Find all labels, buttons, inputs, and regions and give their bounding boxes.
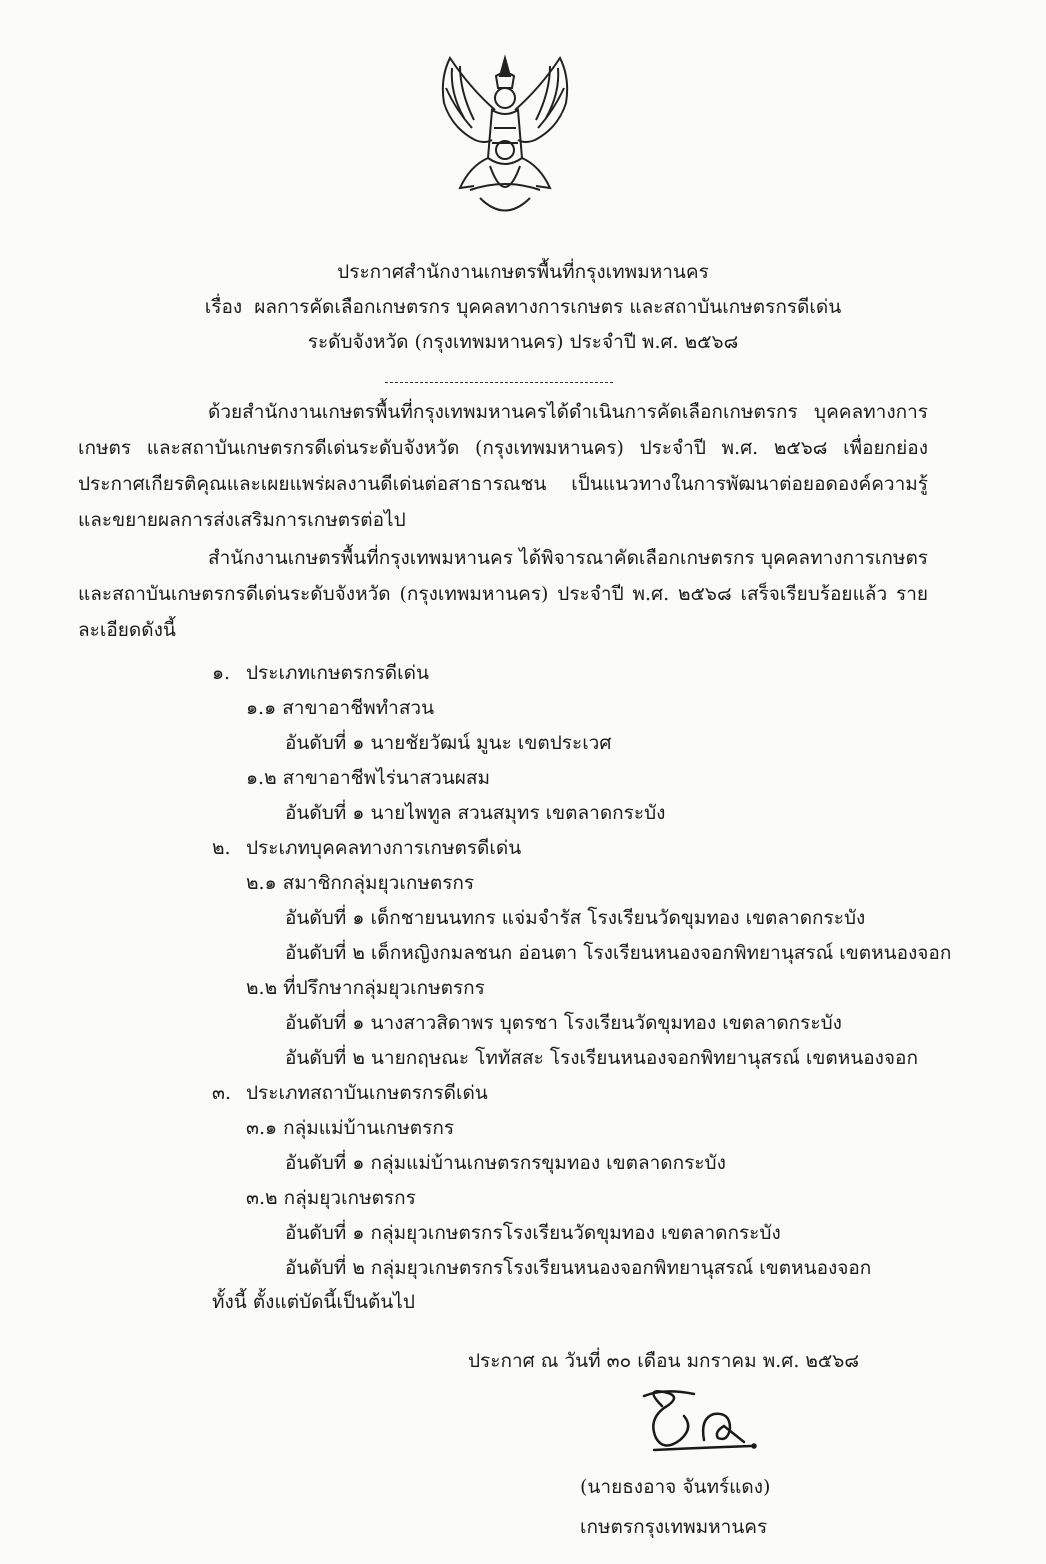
subcategory-1-2: ๑.๒ สาขาอาชีพไร่นาสวนผสม [246,767,491,789]
signer-position: เกษตรกรุงเทพมหานคร [580,1516,768,1538]
category-2: ๒. ประเภทบุคคลทางการเกษตรดีเด่น [212,837,522,859]
rank-item: อันดับที่ ๒ นายกฤษณะ โททัสสะ โรงเรียนหนองจอกพิทยานุสรณ์ เขตหนองจอก [285,1047,918,1069]
announcement-header [0,255,1046,360]
subcategory-2-2: ๒.๒ ที่ปรึกษากลุ่มยุวเกษตรกร [246,977,485,999]
rank-item: อันดับที่ ๑ นางสาวสิดาพร บุตรชา โรงเรียนวัดขุมทอง เขตลาดกระบัง [285,1012,842,1034]
subcategory-1-1: ๑.๑ สาขาอาชีพทำสวน [246,697,435,719]
header-divider [385,382,613,383]
rank-item: อันดับที่ ๑ กลุ่มยุวเกษตรกรโรงเรียนวัดขุมทอง เขตลาดกระบัง [285,1222,781,1244]
paragraph-1: ด้วยสำนักงานเกษตรพื้นที่กรุงเทพมหานครได้ดำเนินการคัดเลือกเกษตรกร บุคคลทางการเกษตร และสถาบันเกษตรกรดีเด่นระดับจังหวัด (กรุงเทพมหานคร) ประจำปี พ.ศ. ๒๕๖๘ เพื่อยกย่องประกาศเกียรติคุณและเผยแพร่ผลงานดีเด่นต่อสาธารณชน เป็นแนวทางในการพัฒนาต่อยอดองค์ความรู้และขยายผลการส่งเสริมการเกษตรต่อไป [78,401,928,531]
closing-statement: ทั้งนี้ ตั้งแต่บัดนี้เป็นต้นไป [212,1291,415,1313]
subject-text: ผลการคัดเลือกเกษตรกร บุคคลทางการเกษตร และสถาบันเกษตรกรดีเด่น [254,296,842,318]
rank-item: อันดับที่ ๑ นายไพทูล สวนสมุทร เขตลาดกระบัง [285,802,666,824]
subject-line [0,290,1046,325]
rank-item: อันดับที่ ๑ นายชัยวัฒน์ มูนะ เขตประเวศ [285,732,612,754]
rank-item: อันดับที่ ๒ เด็กหญิงกมลชนก อ่อนตา โรงเรียนหนองจอกพิทยานุสรณ์ เขตหนองจอก [285,942,952,964]
announcement-date: ประกาศ ณ วันที่ ๓๐ เดือน มกราคม พ.ศ. ๒๕๖๘ [468,1350,860,1372]
subcategory-3-2: ๓.๒ กลุ่มยุวเกษตรกร [246,1187,416,1209]
category-3: ๓. ประเภทสถาบันเกษตรกรดีเด่น [212,1082,488,1104]
announcement-title: ประกาศสำนักงานเกษตรพื้นที่กรุงเทพมหานคร [337,261,709,283]
rank-item: อันดับที่ ๑ กลุ่มแม่บ้านเกษตรกรขุมทอง เขตลาดกระบัง [285,1152,726,1174]
garuda-emblem-icon [430,48,580,228]
subject-label: เรื่อง [204,296,243,318]
subject-line-2: ระดับจังหวัด (กรุงเทพมหานคร) ประจำปี พ.ศ. ๒๕๖๘ [307,331,739,353]
signature-icon [634,1378,764,1468]
rank-item: อันดับที่ ๒ กลุ่มยุวเกษตรกรโรงเรียนหนองจอกพิทยานุสรณ์ เขตหนองจอก [285,1257,872,1279]
subcategory-3-1: ๓.๑ กลุ่มแม่บ้านเกษตรกร [246,1117,455,1139]
category-1: ๑. ประเภทเกษตรกรดีเด่น [212,662,429,684]
rank-item: อันดับที่ ๑ เด็กชายนนทกร แจ่มจำรัส โรงเรียนวัดขุมทอง เขตลาดกระบัง [285,907,866,929]
subcategory-2-1: ๒.๑ สมาชิกกลุ่มยุวเกษตรกร [246,872,475,894]
paragraph-2: สำนักงานเกษตรพื้นที่กรุงเทพมหานคร ได้พิจารณาคัดเลือกเกษตรกร บุคคลทางการเกษตร และสถาบันเกษตรกรดีเด่นระดับจังหวัด (กรุงเทพมหานคร) ประจำปี พ.ศ. ๒๕๖๘ เสร็จเรียบร้อยแล้ว รายละเอียดดังนี้ [78,547,928,641]
signer-name: (นายธงอาจ จันทร์แดง) [580,1476,771,1498]
